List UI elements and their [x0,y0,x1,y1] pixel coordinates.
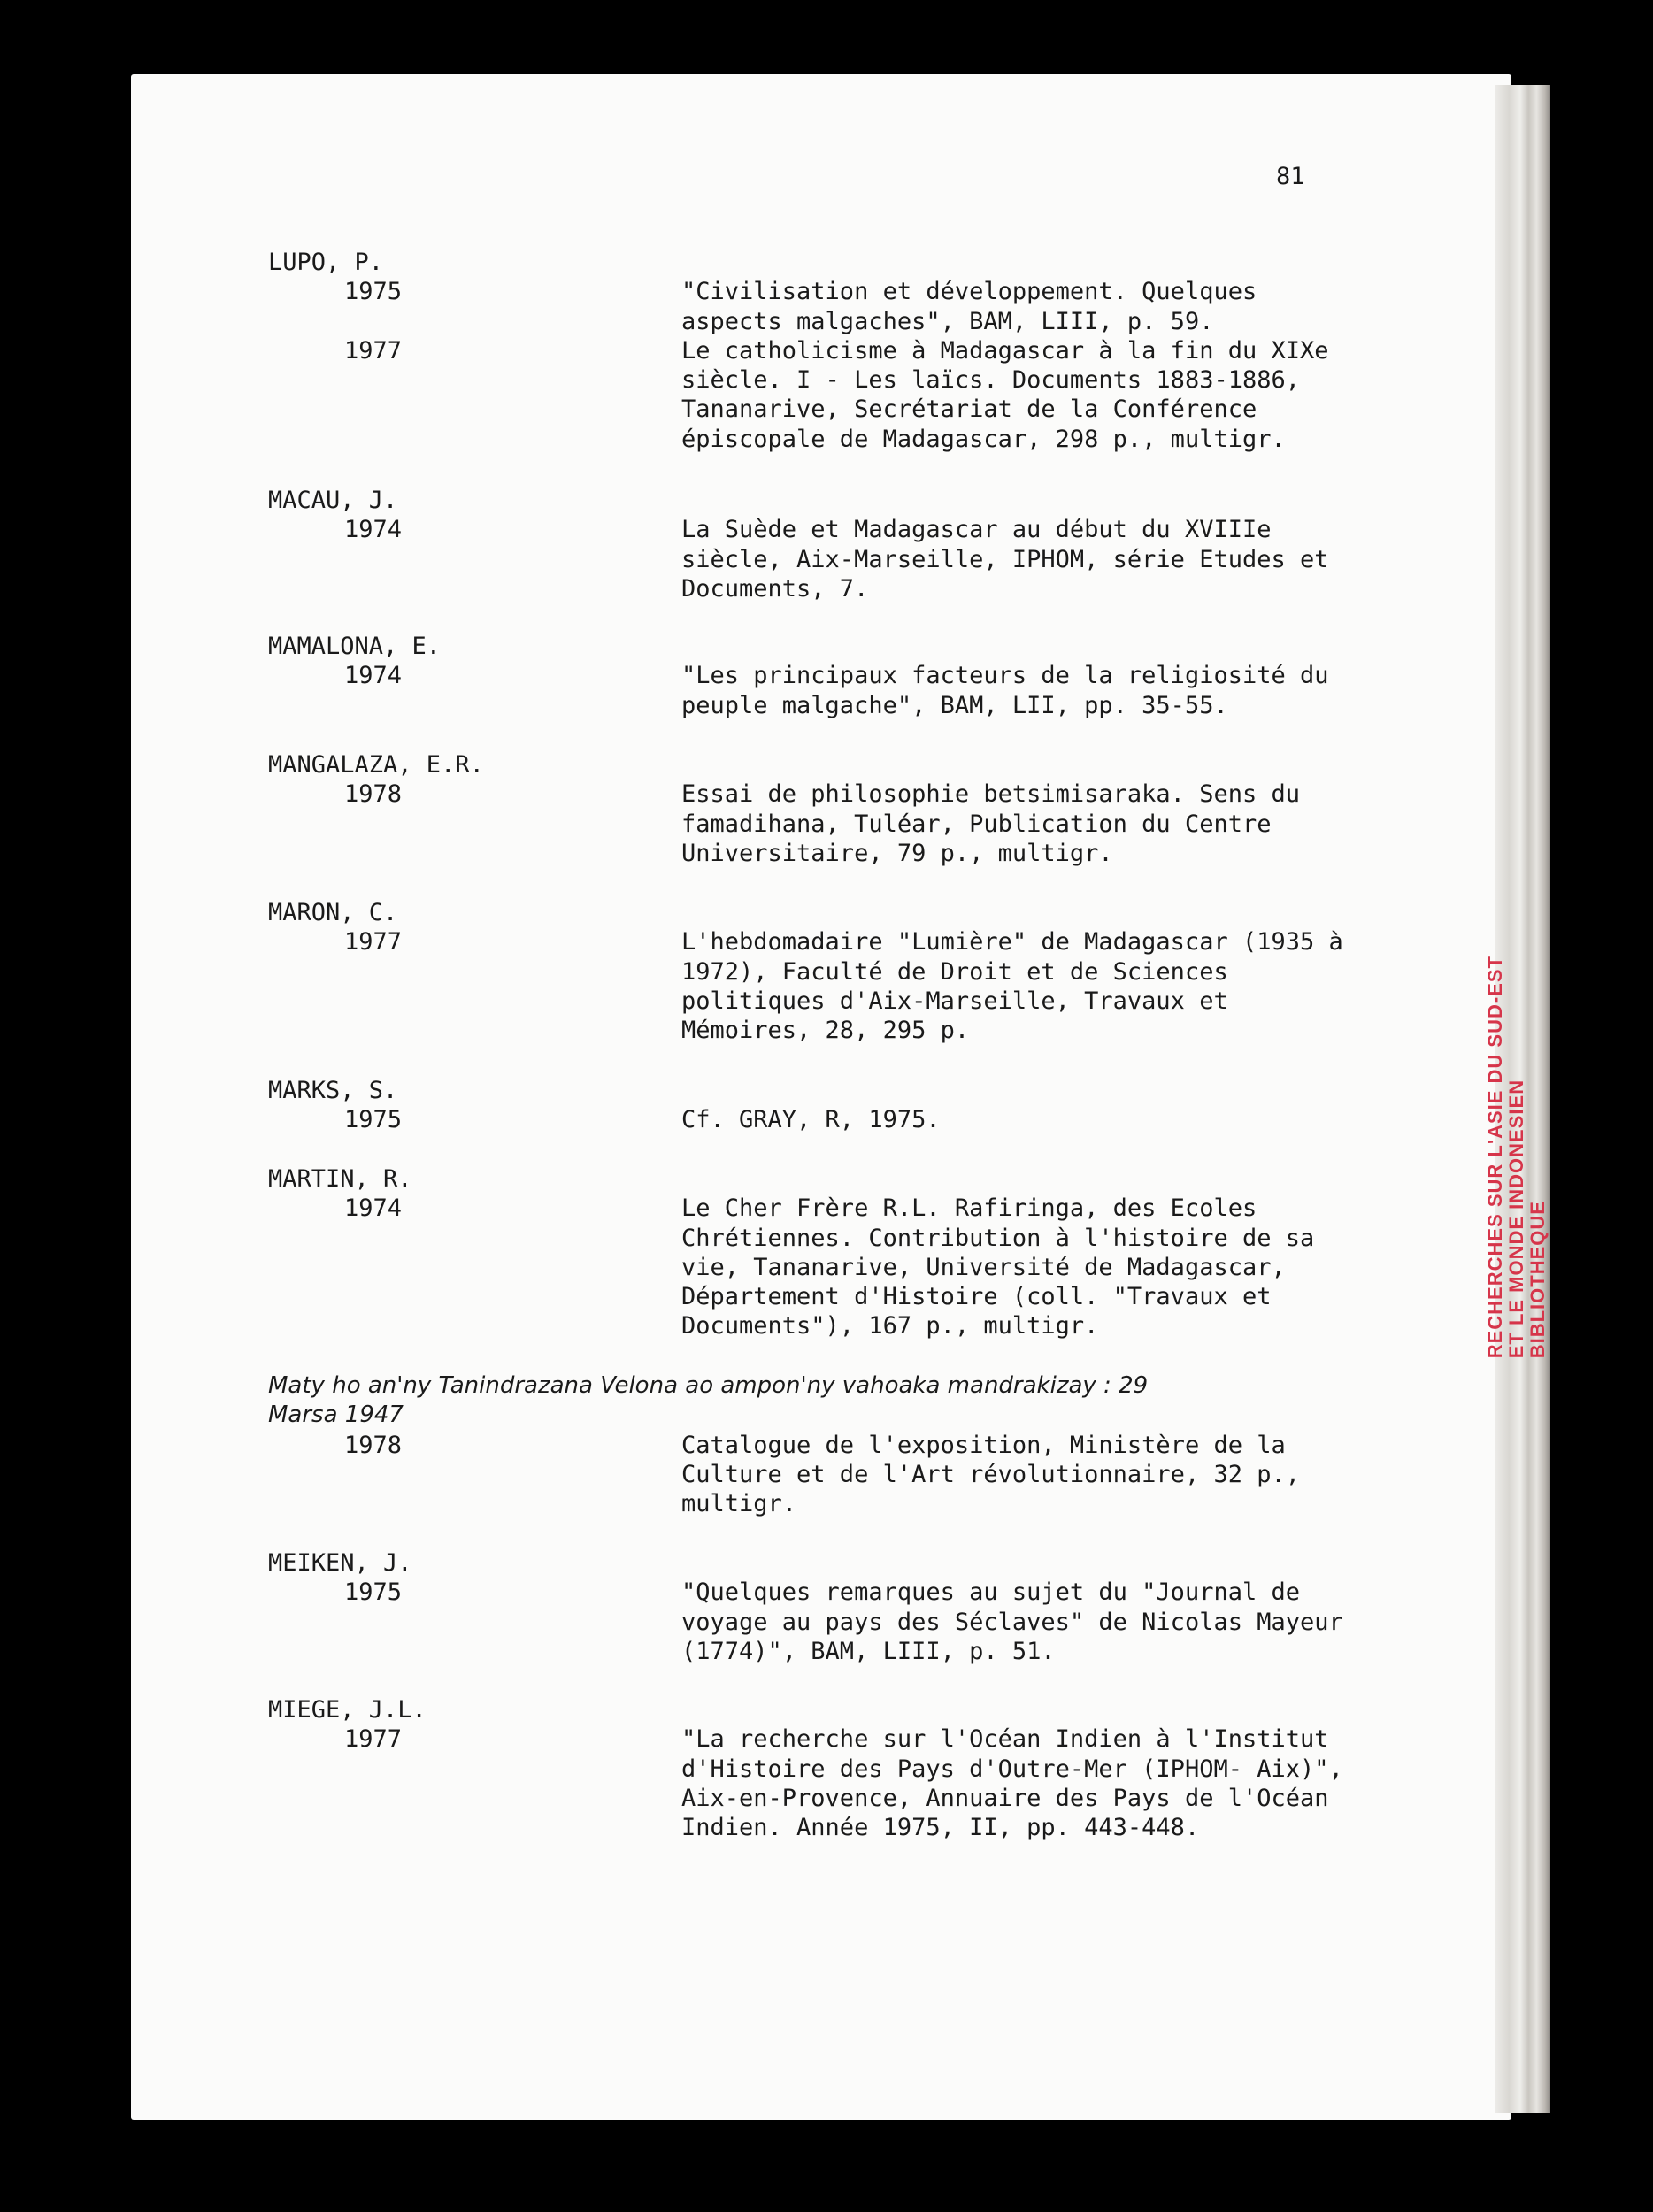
entry-year: 1977 [344,928,403,956]
bib-entry-macau [268,486,1383,603]
entry-ref [268,515,1383,603]
entry-author: MARKS, S. [268,1077,398,1104]
entry-author: LUPO, P. [268,249,384,276]
bib-entry-maron [268,898,1383,1045]
bib-entry-miege [268,1695,1383,1842]
entry-text: Le catholicisme à Madagascar à la fin du XIXe siècle. I - Les laïcs. Documents 1883-1886, Tananarive, Secrétariat de la Conférence épiscopale de Madagascar, 298 p., multigr. [681,336,1329,453]
bib-entry-martin [268,1164,1383,1341]
entry-ref [268,1431,1383,1519]
entry-year: 1974 [344,1194,403,1223]
entry-ref [268,277,1383,336]
entry-year: 1975 [344,1106,403,1134]
entry-author: MARON, C. [268,899,398,926]
entry-year: 1974 [344,516,403,544]
entry-author: MIEGE, J.L. [268,1696,427,1724]
entry-text: Le Cher Frère R.L. Rafiringa, des Ecoles Chrétiennes. Contribution à l'histoire de sa vie, Tananarive, Université de Madagascar, Département d'Histoire (coll. "Travaux et Documents"), 167 p., multigr. [681,1194,1315,1340]
entry-ref [268,1194,1383,1340]
entry-ref [268,1578,1383,1666]
stamp-line-3: BIBLIOTHEQUE [1526,1201,1549,1359]
entry-text: "Quelques remarques au sujet du "Journal de voyage au pays des Séclaves" de Nicolas Mayeur (1774)", BAM, LIII, p. 51. [681,1578,1343,1665]
entry-title-continued: Marsa 1947 [268,1402,404,1429]
entry-author: MAMALONA, E. [268,633,442,660]
entry-text: "La recherche sur l'Océan Indien à l'Institut d'Histoire des Pays d'Outre-Mer (IPHOM- Aix)", Aix-en-Provence, Annuaire des Pays de l'Océan Indien. Année 1975, II, pp. 443-448. [681,1725,1343,1842]
entry-year: 1975 [344,1578,403,1607]
entry-ref [268,1105,1383,1134]
entry-ref [268,780,1383,868]
bib-entry-marks [268,1076,1383,1135]
page-number: 81 [1276,163,1305,190]
entry-text: L'hebdomadaire "Lumière" de Madagascar (1935 à 1972), Faculté de Droit et de Sciences politiques d'Aix-Marseille, Travaux et Mémoires, 28, 295 p. [681,928,1343,1045]
stamp-line-1: RECHERCHES SUR L'ASIE DU SUD-EST [1484,956,1506,1359]
entry-author: MEIKEN, J. [268,1549,412,1577]
stamp-line-2: ET LE MONDE INDONESIEN [1505,1079,1527,1359]
entry-text: "Les principaux facteurs de la religiosité du peuple malgache", BAM, LII, pp. 35-55. [681,662,1329,719]
entry-author: MARTIN, R. [268,1165,412,1193]
bib-entry-lupo [268,248,1383,454]
entry-text: La Suède et Madagascar au début du XVIIIe siècle, Aix-Marseille, IPHOM, série Etudes et Documents, 7. [681,516,1329,603]
entry-year: 1974 [344,662,403,690]
bib-entry-meiken [268,1548,1383,1666]
entry-ref [268,1724,1383,1842]
entry-ref [268,927,1383,1045]
entry-text: Cf. GRAY, R, 1975. [681,1106,941,1134]
entry-text: Catalogue de l'exposition, Ministère de la Culture et de l'Art révolutionnaire, 32 p., multigr. [681,1431,1300,1518]
entry-text: Essai de philosophie betsimisaraka. Sens du famadihana, Tuléar, Publication du Centre Universitaire, 79 p., multigr. [681,780,1300,867]
entry-author: MACAU, J. [268,487,398,514]
entry-year: 1975 [344,278,403,306]
bib-entry-maty [268,1371,1383,1518]
entry-ref [268,661,1383,720]
entry-year: 1977 [344,336,403,365]
entry-title: Maty ho an'ny Tanindrazana Velona ao ampon'ny vahoaka mandrakizay : 29 [268,1372,1149,1399]
entry-year: 1978 [344,1431,403,1459]
bib-entry-mamalona [268,632,1383,720]
entry-year: 1977 [344,1725,403,1754]
library-stamp [1485,956,1573,1486]
entry-text: "Civilisation et développement. Quelques aspects malgaches", BAM, LIII, p. 59. [681,278,1257,335]
bib-entry-mangalaza [268,750,1383,868]
entry-year: 1978 [344,780,403,809]
entry-author: MANGALAZA, E.R. [268,751,484,779]
entry-ref [268,336,1383,454]
